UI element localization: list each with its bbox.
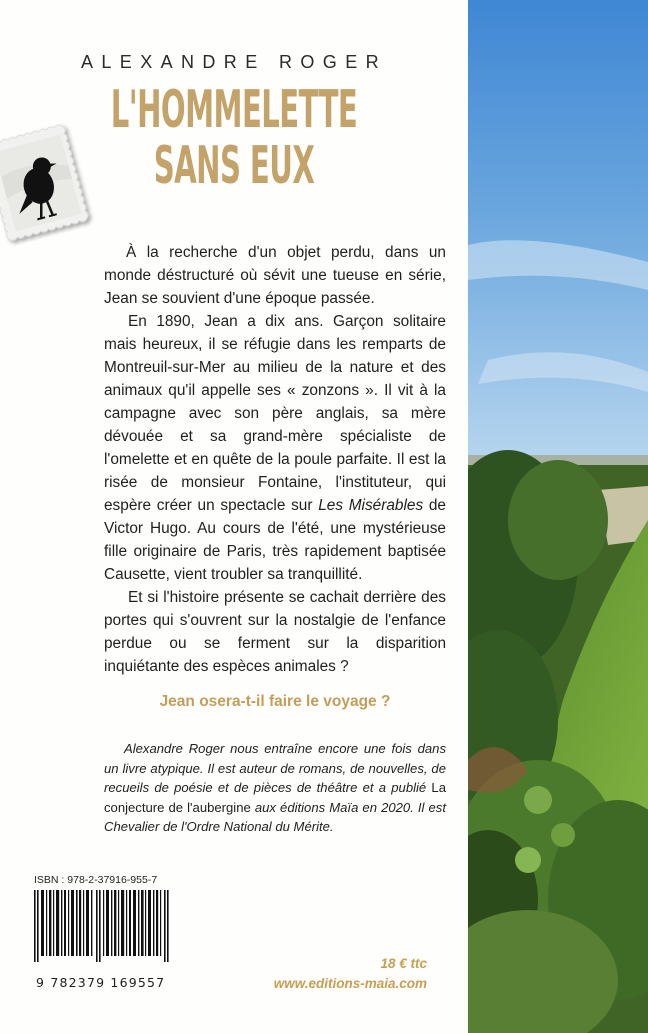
- title-line-2: SANS EUX: [153, 136, 315, 196]
- publisher-website: www.editions-maia.com: [273, 976, 427, 991]
- synopsis-paragraph-2-start: En 1890, Jean a dix ans. Garçon solitaire mais heureux, il se réfugie dans les remparts de Montreuil-sur-Mer au milieu de la nature et des animaux qu'il appelle ses « zonzons ». Il vit à la campagne avec son père anglais, sa mère dévouée et sa grand-mère spécialiste de l'omelette et en quête de la poule parfaite. Il est la risée de monsieur Fontaine, l'instituteur, qui espère créer un spectacle sur: [104, 313, 446, 514]
- bio-text-2: aux éditions Maïa en 2020. Il est Chevalier de l'Ordre National du Mérite.: [104, 799, 446, 834]
- synopsis-paragraph-2-end: de Victor Hugo. Au cours de l'été, une mystérieuse fille originaire de Paris, très rapidement baptisée Causette, vient troubler sa tranquillité.: [104, 497, 446, 583]
- synopsis-paragraph-2: [104, 310, 446, 586]
- bio-book-title: La conjecture de l'aubergine: [104, 780, 446, 815]
- author-name: ALEXANDRE ROGER: [80, 52, 388, 72]
- isbn: ISBN : 978-2-37916-955-7: [34, 874, 158, 886]
- price: 18 € ttc: [380, 956, 427, 971]
- barcode-number: 9 782379 169557: [36, 975, 166, 990]
- book-title: [103, 82, 365, 194]
- book-reference: Les Misérables: [318, 497, 424, 514]
- author-bio: [104, 739, 446, 837]
- synopsis-paragraph-1: À la recherche d'un objet perdu, dans un monde déstructuré où sévit une tueuse en série, Jean se souvient d'une époque passée.: [104, 244, 446, 307]
- title-line-1: L'HOMMELETTE: [110, 80, 358, 140]
- bird-stamp-icon: [0, 117, 99, 248]
- landscape-photo: [468, 0, 648, 1033]
- teaser-question: Jean osera-t-il faire le voyage ?: [159, 693, 391, 710]
- synopsis: [104, 241, 446, 678]
- bio-text-1: Alexandre Roger nous entraîne encore une fois dans un livre atypique. Il est auteur de romans, de nouvelles, de recueils de poésie et de pièces de théâtre et a publié: [104, 741, 446, 795]
- synopsis-paragraph-3: Et si l'histoire présente se cachait derrière des portes qui s'ouvrent sur la nostalgie de l'enfance perdue ou se ferment sur la disparition inquiétante des espèces animales ?: [104, 589, 446, 675]
- barcode-icon: [32, 890, 172, 962]
